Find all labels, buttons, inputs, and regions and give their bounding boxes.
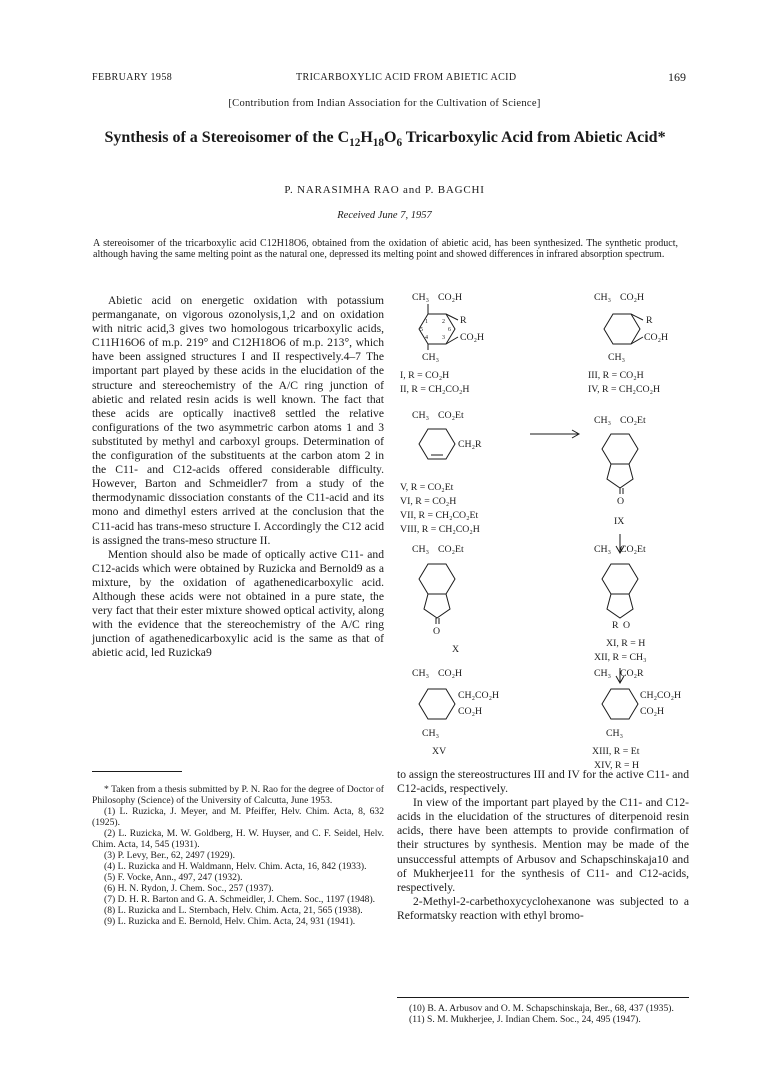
r-group-label: R — [460, 315, 467, 326]
footnote: (3) P. Levy, Ber., 62, 2497 (1929). — [104, 850, 236, 861]
methyl-label: CH₃ — [608, 352, 626, 363]
paragraph: 2-Methyl-2-carbethoxycyclohexanone was subjected to a Reformatsky reaction with ethyl bromo- — [397, 894, 689, 922]
methyl-label: CH₃ — [412, 410, 430, 421]
cyclohexane-ring — [604, 314, 640, 344]
compound-label-ii: II, R = CH₂CO₂H — [400, 384, 470, 395]
paragraph: to assign the stereostructures III and IV for the active C11- and C12-acids, respectively. — [397, 768, 690, 796]
abstract: A stereoisomer of the tricarboxylic acid C12H18O6, obtained from the oxidation of abietic acid, has been synthesized. The synthetic product, although having the same melting point as the natural one, depressed its melting point and showed differences in infrared absorption spectrum. — [93, 238, 678, 261]
ester-label: CO₂Et — [438, 410, 464, 421]
structure-ix — [594, 415, 646, 553]
methyl-label: CH₃ — [422, 352, 440, 363]
cyclohexene-ring — [602, 564, 638, 594]
page-number: 169 — [668, 70, 686, 84]
footnotes-right — [397, 1003, 689, 1025]
footnote: * Taken from a thesis submitted by P. N. Rao for the degree of Doctor of Philosophy (Science) of the University of Calcutta, June 1953. — [92, 784, 384, 806]
received-date: Received June 7, 1957 — [337, 210, 432, 221]
structure-xv — [412, 668, 499, 757]
structure-i-ii — [400, 292, 484, 395]
structure-iii-iv — [588, 292, 668, 395]
cyclohexene-ring — [602, 434, 638, 464]
structure-v-viii — [400, 410, 482, 535]
compound-label-x: X — [452, 644, 460, 655]
footnotes-left — [92, 784, 384, 927]
methyl-label: CH₃ — [422, 728, 440, 739]
methyl-label: CH₃ — [594, 544, 612, 555]
methyl-label: CH₃ — [594, 292, 612, 303]
compound-label-iii: III, R = CO₂H — [588, 370, 644, 381]
compound-label-xv: XV — [432, 746, 447, 757]
footnote: (1) L. Ruzicka, J. Meyer, and M. Pfeiffer, Helv. Chim. Acta, 8, 632 (1925). — [92, 806, 384, 828]
paragraph: Mention should also be made of optically active C11- and C12-acids which were obtained by Ruzicka and Bernold9 as a mixture, by the oxidation of agathenedicarboxylic acid. Although these acids were not obtained in a pure state, the very fact that their ester mixture showed optical activity, along with the evidence that the stereochemistry of the A/C ring junction of agathenedicarboxylic acid is the same as that of abietic acid, led Ruzicka9 — [92, 547, 384, 660]
body-right-column — [397, 768, 689, 923]
authors: P. NARASIMHA RAO and P. BAGCHI — [284, 184, 485, 196]
cyclopentanone-ring — [607, 464, 633, 488]
ester-label: CO₂Et — [620, 415, 646, 426]
footnote: (2) L. Ruzicka, M. W. Goldberg, H. W. Huyser, and C. F. Seidel, Helv. Chim. Acta, 14, 545 (1931). — [92, 828, 384, 850]
methyl-label: CH₃ — [412, 544, 430, 555]
r-group-label: R — [646, 315, 653, 326]
structure-x — [412, 544, 464, 655]
footnote: (7) D. H. R. Barton and G. A. Schmeidler, J. Chem. Soc., 1197 (1948). — [104, 894, 376, 905]
compound-label-v: V, R = CO₂Et — [400, 482, 454, 493]
cyclohexene-ring — [419, 564, 455, 594]
footnote: (9) L. Ruzicka and E. Bernold, Helv. Chim. Acta, 24, 931 (1941). — [104, 916, 356, 927]
contribution-line: [Contribution from Indian Association for the Cultivation of Science] — [228, 98, 541, 109]
cyclopentene-ring — [607, 594, 633, 618]
oxygen-label: O — [617, 496, 625, 507]
compound-label-i: I, R = CO₂H — [400, 370, 450, 381]
paragraph: In view of the important part played by the C11- and C12-acids in the elucidation of the structures of diterpenoid resin acids, there have been attempts to provide confirmation of their structures by synthesis. Mention may be made of the unsuccessful attempts of Arbusov and Schapschinskaja10 and of Mukherjee11 for the synthesis of C11- and C12-acids, respectively. — [397, 796, 689, 894]
ring-number: 3 — [442, 335, 445, 341]
compound-label-vi: VI, R = CO₂H — [400, 496, 457, 507]
cyclopentanone-ring — [424, 594, 450, 618]
footnote: (10) B. A. Arbusov and O. M. Schapschinskaja, Ber., 68, 437 (1935). — [409, 1003, 674, 1014]
ring-number: 4 — [425, 335, 428, 341]
methyl-label: CH₃ — [412, 668, 430, 679]
ring-number: 1 — [425, 319, 428, 325]
carboxyl-label: CO₂H — [458, 706, 483, 717]
ch2r-label: CH₂R — [458, 439, 482, 450]
article-title: Synthesis of a Stereoisomer of the $C_{12}H_{18}O_6$ Tricarboxylic Acid from Abietic Acid* — [104, 129, 666, 150]
methyl-label: CH₃ — [594, 668, 612, 679]
cyclohexane-ring — [602, 689, 638, 719]
methyl-label: CH₃ — [606, 728, 624, 739]
compound-label-vii: VII, R = CH₂CO₂Et — [400, 510, 479, 521]
ester-label: CO₂R — [620, 668, 644, 679]
oxygen-label: O — [623, 620, 631, 631]
cyclohexane-ring — [419, 689, 455, 719]
footnote: (11) S. M. Mukherjee, J. Indian Chem. Soc., 24, 495 (1947). — [409, 1014, 641, 1025]
structure-xi-xii — [594, 544, 646, 683]
carboxyl-label: CO₂H — [460, 332, 485, 343]
ch2co2h-label: CH₂CO₂H — [640, 690, 682, 701]
structure-xiii-xiv — [592, 668, 681, 771]
ring-number: 6 — [448, 327, 451, 333]
carboxyl-label: CO₂H — [438, 668, 463, 679]
footnote: (4) L. Ruzicka and H. Waldmann, Helv. Chim. Acta, 16, 842 (1933). — [104, 861, 367, 872]
ester-label: CO₂Et — [438, 544, 464, 555]
carboxyl-label: CO₂H — [640, 706, 665, 717]
r-group-label: R — [612, 620, 619, 631]
oxygen-label: O — [433, 626, 441, 637]
footnote: (6) H. N. Rydon, J. Chem. Soc., 257 (1937). — [104, 883, 274, 894]
compound-label-ix: IX — [614, 516, 625, 527]
compound-label-xii: XII, R = CH₃ — [594, 652, 647, 663]
carboxyl-label: CO₂H — [644, 332, 669, 343]
running-head-title: TRICARBOXYLIC ACID FROM ABIETIC ACID — [296, 72, 517, 83]
compound-label-xiii: XIII, R = Et — [592, 746, 640, 757]
methyl-label: CH₃ — [412, 292, 430, 303]
footnote: (8) L. Ruzicka and L. Sternbach, Helv. Chim. Acta, 21, 565 (1938). — [104, 905, 363, 916]
footnote-rule — [92, 771, 182, 772]
compound-label-viii: VIII, R = CH₂CO₂H — [400, 524, 480, 535]
paragraph: Abietic acid on energetic oxidation with potassium permanganate, on vigorous ozonolysis,1,2 and on oxidation with nitric acid,3 gives two homologous tricarboxylic acids, C11H16O6 of m.p. 219° and C12H18O6 of m.p. 213°, which have been assigned structures I and II respectively.4–7 The important part played by these acids in the elucidation of the structure and stereochemistry of the A/C ring junction of abietic and related resin acids is well known. The fact that these acids are optically inactive8 settled the relative configurations of the two asymmetric carbon atoms 1 and 3 substituted by methyl and carboxyl groups. Determination of the configuration of the substituents at the carbon atom 2 in the C11- and C12-acids offered considerable difficulty. However, Barton and Schmeidler7 from a study of the thermodynamic dissociation constants of the C11-acid and its mono and dimethyl esters arrived at the conclusion that the C11-acid has trans-meso structure I. Accordingly the C12 acid is assigned the trans-meso structure II. — [92, 294, 384, 547]
reaction-scheme — [398, 284, 698, 771]
compound-label-xiv: XIV, R = H — [594, 760, 640, 771]
compound-label-xi: XI, R = H — [606, 638, 646, 649]
ester-label: CO₂Et — [620, 544, 646, 555]
ch2co2h-label: CH₂CO₂H — [458, 690, 500, 701]
methyl-label: CH₃ — [594, 415, 612, 426]
running-head-date: FEBRUARY 1958 — [92, 72, 173, 83]
body-left-column — [92, 294, 384, 660]
carboxyl-label: CO₂H — [438, 292, 463, 303]
footnote: (5) F. Vocke, Ann., 497, 247 (1932). — [104, 872, 243, 883]
compound-label-iv: IV, R = CH₂CO₂H — [588, 384, 661, 395]
footnote-rule-right — [397, 997, 689, 998]
ring-number: 5 — [420, 327, 423, 333]
carboxyl-label: CO₂H — [620, 292, 645, 303]
ring-number: 2 — [442, 319, 445, 325]
